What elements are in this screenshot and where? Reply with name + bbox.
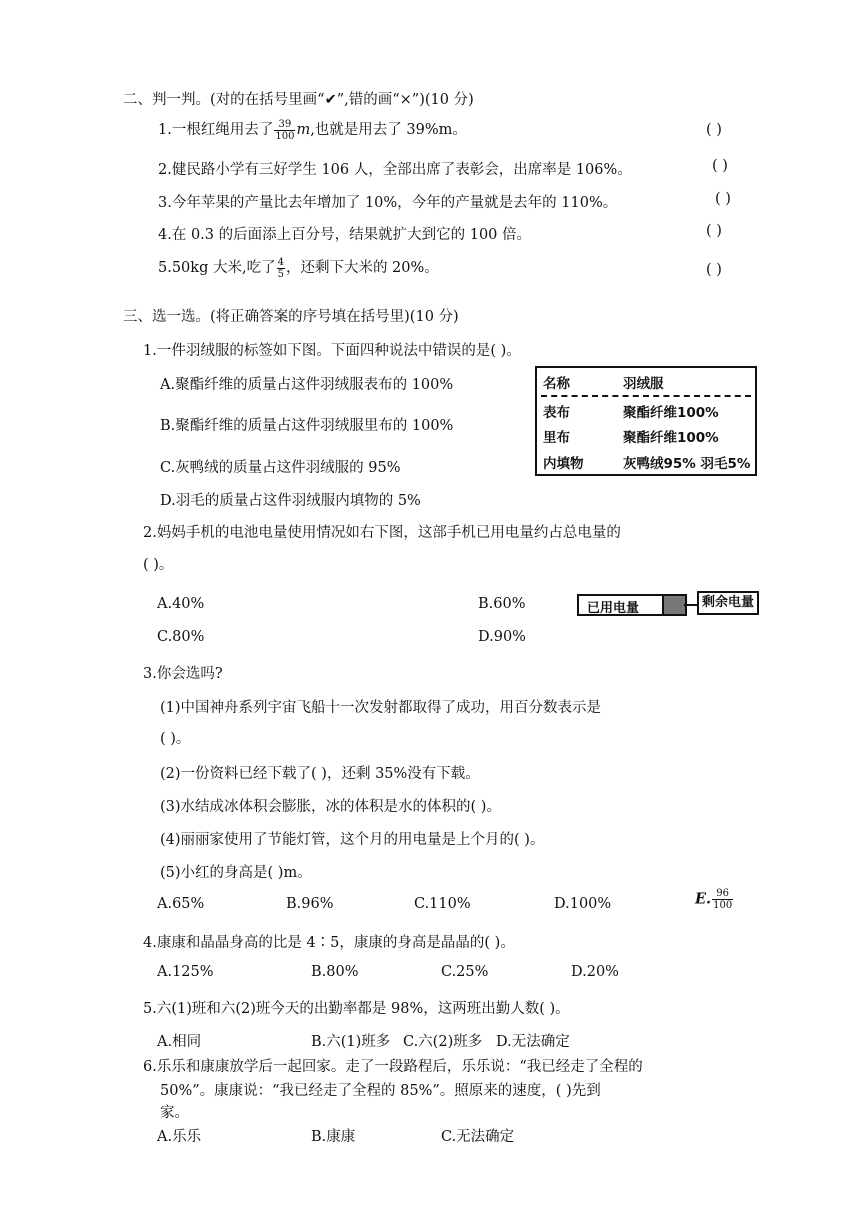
q4-option-d: D.20% <box>571 964 619 980</box>
label-value: 灰鸭绒95% 羽毛5% <box>623 456 751 472</box>
battery-used-label: 已用电量 <box>587 601 640 616</box>
answer-paren-2[interactable]: ( ) <box>712 158 728 174</box>
q2-answer-paren[interactable]: ( )。 <box>143 557 174 573</box>
q1-stem: 1.一件羽绒服的标签如下图。下面四种说法中错误的是( )。 <box>143 343 521 359</box>
frac-num: 4 <box>277 256 284 268</box>
q5-option-a: A.相同 <box>157 1034 202 1050</box>
judge-item-1-post: ,也就是用去了 39%m。 <box>310 122 467 138</box>
q6-line-3: 家。 <box>160 1105 189 1121</box>
frac-den: 100 <box>713 900 733 911</box>
frac-den: 5 <box>277 268 284 280</box>
frac-den: 100 <box>275 130 295 142</box>
q3-option-a: A.65% <box>157 896 205 912</box>
judge-item-3: 3.今年苹果的产量比去年增加了 10%，今年的产量就是去年的 110%。 <box>158 195 618 211</box>
label-value: 聚酯纤维100% <box>623 405 719 421</box>
battery-remaining-fill <box>662 596 685 614</box>
label-key: 里布 <box>543 430 570 446</box>
battery-remaining-label: 剩余电量 <box>697 591 759 615</box>
judge-item-2: 2.健民路小学有三好学生 106 人，全部出席了表彰会，出席率是 106%。 <box>158 162 632 178</box>
label-key: 名称 <box>543 376 570 392</box>
q6-option-c: C.无法确定 <box>441 1129 515 1145</box>
label-key: 表布 <box>543 405 570 421</box>
judge-item-5 <box>158 256 439 280</box>
q3-sub-5: (5)小红的身高是( )m。 <box>160 865 312 881</box>
q2-option-a: A.40% <box>157 596 205 612</box>
q1-option-a: A.聚酯纤维的质量占这件羽绒服表布的 100% <box>160 377 454 393</box>
label-row-name <box>537 368 755 393</box>
q6-line-1: 6.乐乐和康康放学后一起回家。走了一段路程后，乐乐说：“我已经走了全程的 <box>143 1059 643 1075</box>
q3-option-d: D.100% <box>554 896 612 912</box>
q3-sub-1: (1)中国神舟系列宇宙飞船十一次发射都取得了成功，用百分数表示是 <box>160 700 602 716</box>
judge-item-5-post: ，还剩下大米的 20%。 <box>285 260 439 276</box>
label-value: 聚酯纤维100% <box>623 430 719 446</box>
answer-paren-5[interactable]: ( ) <box>706 262 722 278</box>
q5-option-d: D.无法确定 <box>496 1034 570 1050</box>
judge-item-4: 4.在 0.3 的后面添上百分号，结果就扩大到它的 100 倍。 <box>158 227 532 243</box>
answer-paren-1[interactable]: ( ) <box>706 122 722 138</box>
fraction-39-100 <box>274 119 295 142</box>
q5-option-b: B.六(1)班多 <box>311 1034 391 1050</box>
frac-num: 96 <box>712 888 733 900</box>
battery-bar <box>577 594 687 616</box>
q5-option-c: C.六(2)班多 <box>403 1034 483 1050</box>
label-row-outer <box>537 397 755 422</box>
q1-option-b: B.聚酯纤维的质量占这件羽绒服里布的 100% <box>160 418 454 434</box>
q3-sub-1-paren[interactable]: ( )。 <box>160 731 191 747</box>
q6-option-b: B.康康 <box>311 1129 356 1145</box>
q3-option-e-prefix: E. <box>695 890 712 908</box>
q1-option-d: D.羽毛的质量占这件羽绒服内填物的 5% <box>160 493 421 509</box>
fraction-96-100 <box>712 888 733 911</box>
judge-item-5-pre: 5.50kg 大米,吃了 <box>158 260 276 276</box>
q3-sub-4: (4)丽丽家使用了节能灯管，这个月的用电量是上个月的( )。 <box>160 832 545 848</box>
judge-item-1 <box>158 118 467 142</box>
q4-stem: 4.康康和晶晶身高的比是 4∶5，康康的身高是晶晶的( )。 <box>143 935 515 951</box>
q2-option-b: B.60% <box>478 596 526 612</box>
judge-item-1-pre: 1.一根红绳用去了 <box>158 122 274 138</box>
section3-title: 三、选一选。(将正确答案的序号填在括号里)(10 分) <box>123 309 459 325</box>
q3-option-e <box>695 888 734 911</box>
q6-line-2: 50%”。康康说：“我已经走了全程的 85%”。照原来的速度，( )先到 <box>160 1083 601 1099</box>
q3-sub-2: (2)一份资料已经下载了( )，还剩 35%没有下载。 <box>160 766 480 782</box>
q4-option-a: A.125% <box>157 964 214 980</box>
q1-option-c: C.灰鸭绒的质量占这件羽绒服的 95% <box>160 460 401 476</box>
q2-option-d: D.90% <box>478 629 526 645</box>
q5-stem: 5.六(1)班和六(2)班今天的出勤率都是 98%，这两班出勤人数( )。 <box>143 1001 570 1017</box>
q3-stem: 3.你会选吗? <box>143 666 223 682</box>
q3-option-b: B.96% <box>286 896 334 912</box>
label-row-filling <box>537 448 755 473</box>
q4-option-b: B.80% <box>311 964 359 980</box>
answer-paren-4[interactable]: ( ) <box>706 223 722 239</box>
section2-title: 二、判一判。(对的在括号里画“✔”,错的画“×”)(10 分) <box>123 92 474 108</box>
answer-paren-3[interactable]: ( ) <box>715 191 731 207</box>
garment-label-table <box>535 366 757 476</box>
unit-m: m <box>296 122 311 138</box>
q6-option-a: A.乐乐 <box>157 1129 202 1145</box>
battery-leader-line <box>684 604 698 606</box>
q3-sub-3: (3)水结成冰体积会膨胀，冰的体积是水的体积的( )。 <box>160 799 501 815</box>
label-value: 羽绒服 <box>623 376 664 392</box>
frac-num: 39 <box>274 119 295 131</box>
label-key: 内填物 <box>543 456 584 472</box>
fraction-4-5 <box>277 257 285 280</box>
q2-stem: 2.妈妈手机的电池电量使用情况如右下图，这部手机已用电量约占总电量的 <box>143 525 621 541</box>
q4-option-c: C.25% <box>441 964 489 980</box>
q3-option-c: C.110% <box>414 896 471 912</box>
q2-option-c: C.80% <box>157 629 205 645</box>
label-row-inner <box>537 422 755 447</box>
